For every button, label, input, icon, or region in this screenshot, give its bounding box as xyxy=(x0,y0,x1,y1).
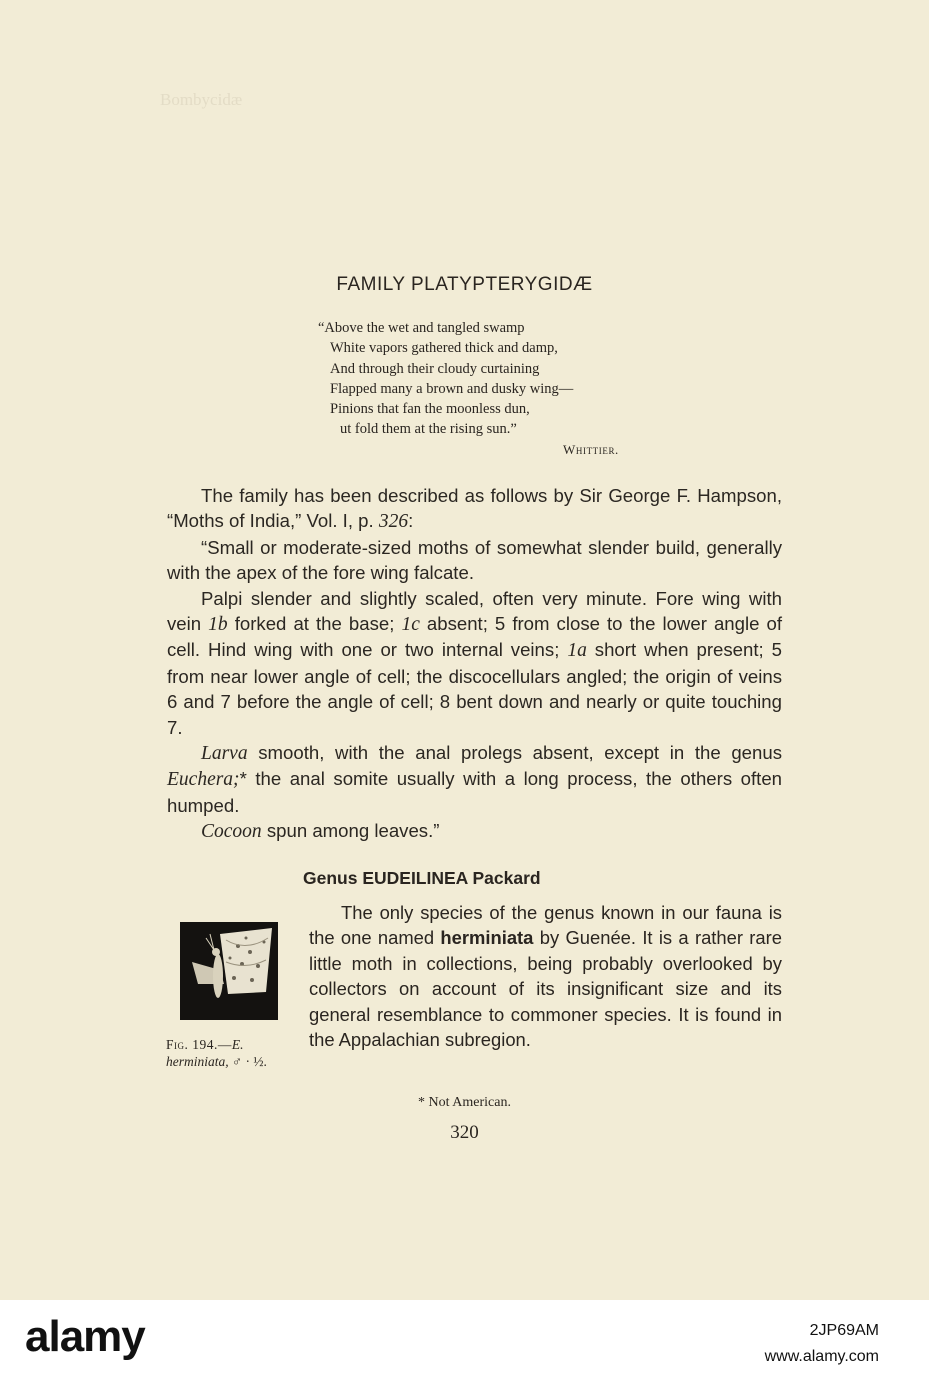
paragraph: Larva smooth, with the anal prolegs absent, except in the genus Euchera;* the anal somite usually with a long process, the others often humped. xyxy=(167,742,782,816)
poem-line: And through their cloudy curtaining xyxy=(330,360,540,377)
poem-line: ut fold them at the rising sun.” xyxy=(340,421,517,438)
watermark-logo: alamy xyxy=(25,1312,145,1361)
poem-line: “Above the wet and tangled swamp xyxy=(318,320,525,336)
paragraph: The only species of the genus known in our fauna is the one named herminiata by Guenée. It is a rather rare little moth in collections, being probably overlooked by collectors on account of its insignificant size and its general resemblance to commoner species. It is found in the Appalachian subregion. xyxy=(309,902,783,1051)
poem-line: Pinions that fan the moonless dun, xyxy=(330,401,530,418)
paragraph: Cocoon spun among leaves.” xyxy=(201,820,440,843)
poem-line: White vapors gathered thick and damp, xyxy=(330,340,558,357)
poem-line: Flapped many a brown and dusky wing— xyxy=(330,380,574,397)
family-title: FAMILY PLATYPTERYGIDÆ xyxy=(336,274,593,295)
footnote: * Not American. xyxy=(418,1095,511,1110)
bleed-through-running-head: Bombycidæ xyxy=(160,90,243,109)
moth-icon xyxy=(180,922,278,1020)
genus-description xyxy=(309,900,782,1052)
paragraph: “Small or moderate-sized moths of somewhat slender build, generally with the apex of the fore wing falcate. xyxy=(167,536,782,584)
moth-figure-image xyxy=(180,922,278,1020)
genus-heading: Genus EUDEILINEA Packard xyxy=(303,868,541,888)
figure-caption: Fig. 194.—E. herminiata, ♂ · ½. xyxy=(166,1037,267,1069)
page-number: 320 xyxy=(450,1122,479,1143)
paragraph: The family has been described as follows by Sir George F. Hampson, “Moths of India,” Vol. I, p. 326: xyxy=(167,485,782,533)
watermark-url: www.alamy.com xyxy=(764,1348,879,1365)
watermark-image-id: 2JP69AM xyxy=(809,1322,879,1339)
epigraph-poem xyxy=(318,318,619,460)
poem-attribution: Whittier. xyxy=(563,441,619,457)
paragraph: Palpi slender and slightly scaled, often very minute. Fore wing with vein 1b forked at the base; 1c absent; 5 from close to the lower angle of cell. Hind wing with one or two internal veins; 1a short when present; 5 from near lower angle of cell; the discocellulars angled; the origin of veins 6 and 7 before the angle of cell; 8 bent down and nearly or quite touching 7. xyxy=(167,587,782,738)
family-description xyxy=(167,483,782,845)
